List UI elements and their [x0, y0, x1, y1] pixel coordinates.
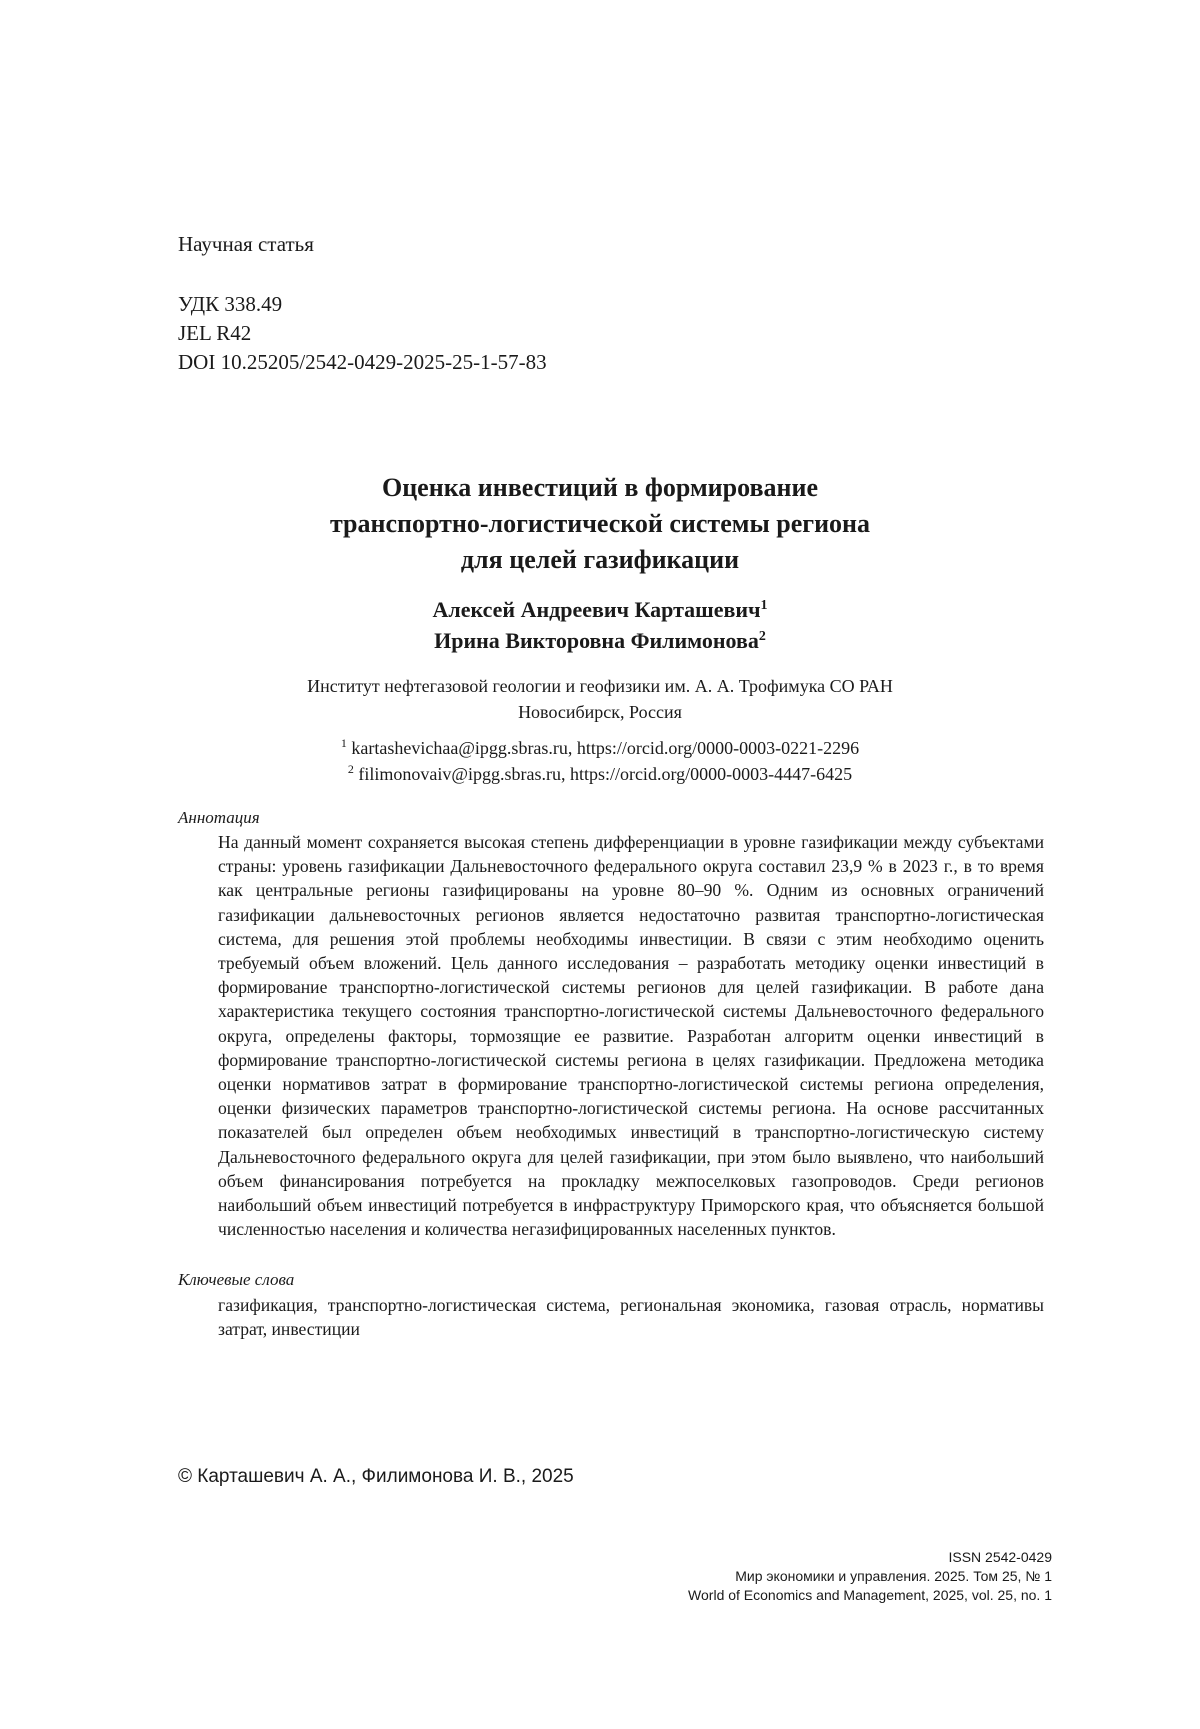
author-contacts [178, 735, 1022, 787]
contact-mark: 2 [347, 762, 354, 776]
author-name: Алексей Андреевич Карташевич [432, 597, 761, 622]
author-mark: 2 [758, 629, 766, 644]
contact-text: kartashevichaa@ipgg.sbras.ru, https://orcid.org/0000-0003-0221-2296 [351, 738, 860, 758]
journal-footer [688, 1548, 1052, 1605]
contact-line [178, 735, 1022, 761]
title-line: Оценка инвестиций в формирование [381, 473, 819, 502]
institute-name: Институт нефтегазовой геологии и геофизики им. А. А. Трофимука СО РАН [307, 676, 893, 696]
author-mark: 1 [760, 598, 768, 613]
article-title [178, 470, 1022, 578]
author [178, 594, 1022, 625]
authors [178, 594, 1022, 656]
copyright: © Карташевич А. А., Филимонова И. В., 2025 [178, 1466, 574, 1487]
contact-mark: 1 [340, 736, 347, 750]
udc-code: УДК 338.49 [178, 292, 283, 316]
institute-city: Новосибирск, Россия [518, 702, 682, 722]
contact-line [178, 761, 1022, 787]
journal-citation-ru: Мир экономики и управления. 2025. Том 25, № 1 [735, 1568, 1052, 1584]
title-line: транспортно-логистической системы региона [329, 509, 871, 538]
journal-citation-en: World of Economics and Management, 2025, vol. 25, no. 1 [688, 1587, 1052, 1603]
affiliation [178, 673, 1022, 725]
title-line: для целей газификации [460, 545, 740, 574]
jel-code: JEL R42 [178, 321, 252, 345]
article-type: Научная статья [178, 232, 314, 256]
issn: ISSN 2542-0429 [948, 1549, 1052, 1565]
abstract-text: На данный момент сохраняется высокая степень дифференциации в уровне газификации между субъектами страны: уровень газификации Дальневосточного федерального округа составил 23,9 % в 2023 г., в то время как центральные регионы газифицированы на уровне 80–90 %. Одним из основных ограничений газификации дальневосточных регионов является недостаточно развитая транспортно-логистическая система, для решения этой проблемы необходимы инвестиции. В связи с этим необходимо оценить требуемый объем вложений. Цель данного исследования – разработать методику оценки инвестиций в формирование транспортно-логистической системы регионов для целей газификации. В работе дана характеристика текущего состояния транспортно-логистической системы Дальневосточного федерального округа, определены факторы, тормозящие ее развитие. Разработан алгоритм оценки инвестиций в формирование транспортно-логистической системы региона в целях газификации. Предложена методика оценки нормативов затрат в формирование транспортно-логистической системы региона определения, оценки физических параметров транспортно-логистической системы региона. На основе рассчитанных показателей был определен объем необходимых инвестиций в транспортно-логистическую систему Дальневосточного федерального округа для целей газификации, при этом было выявлено, что наибольший объем финансирования потребуется на прокладку межпоселковых газопроводов. Среди регионов наибольший объем инвестиций потребуется в инфраструктуру Приморского края, что объясняется большой численностью населения и количества негазифицированных населенных пунктов. [218, 832, 1044, 1240]
keywords-text: газификация, транспортно-логистическая система, региональная экономика, газовая отрасль, нормативы затрат, инвестиции [218, 1295, 1044, 1340]
keywords-label: Ключевые слова [178, 1270, 295, 1289]
doi: DOI 10.25205/2542-0429-2025-25-1-57-83 [178, 350, 547, 374]
abstract-label: Аннотация [178, 808, 260, 827]
contact-text: filimonovaiv@ipgg.sbras.ru, https://orcid.org/0000-0003-4447-6425 [358, 764, 853, 784]
article-identifiers [178, 290, 547, 377]
author [178, 625, 1022, 656]
author-name: Ирина Викторовна Филимонова [434, 628, 759, 653]
